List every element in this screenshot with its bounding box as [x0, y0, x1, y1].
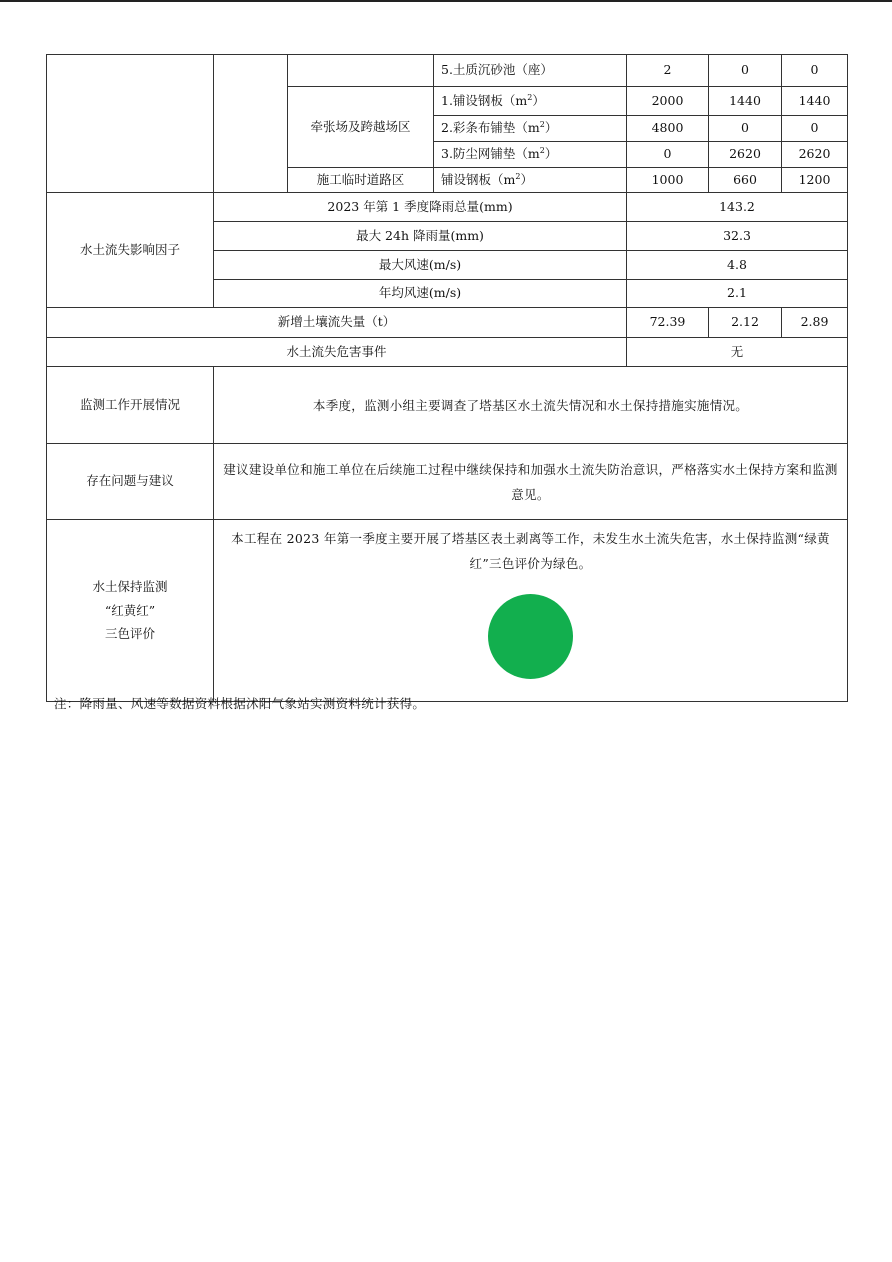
issues-label: 存在问题与建议: [47, 444, 214, 520]
empty-category-cell: [47, 55, 214, 193]
evaluation-label-line: “红黄红”: [104, 602, 156, 618]
unit-superscript: 2: [539, 119, 545, 129]
measure-label: [434, 116, 627, 142]
measure-label: [434, 168, 627, 193]
measure-label-text: 3.防尘网铺垫（m: [441, 146, 540, 162]
hazard-label: 水土流失危害事件: [47, 338, 627, 367]
factors-label: 水土流失影响因子: [47, 193, 214, 308]
measure-value: 0: [709, 116, 782, 142]
soil-loss-label: 新增土壤流失量（t）: [47, 308, 627, 338]
monitoring-work-text: 本季度，监测小组主要调查了塔基区水土流失情况和水土保持措施实施情况。: [214, 367, 848, 444]
measure-value: 0: [782, 116, 848, 142]
measure-label: [434, 142, 627, 168]
measure-label-text: 铺设钢板（m: [441, 171, 516, 187]
soil-loss-value: 72.39: [627, 308, 709, 338]
evaluation-text: 本工程在 2023 年第一季度主要开展了塔基区表土剥离等工作，未发生水土流失危害，水土保持监测“绿黄红”三色评价为绿色。: [231, 531, 830, 571]
area-label: 施工临时道路区: [288, 168, 434, 193]
factor-label: 最大风速(m/s): [214, 251, 627, 280]
unit-close: ）: [532, 92, 545, 108]
issues-text: 建议建设单位和施工单位在后续施工过程中继续保持和加强水土流失防治意识，严格落实水土保持方案和监测意见。: [214, 444, 848, 520]
measure-value: 660: [709, 168, 782, 193]
page-top-border: [0, 0, 892, 2]
factor-value: 4.8: [627, 251, 848, 280]
measure-value: 0: [782, 55, 848, 87]
factor-value: 32.3: [627, 222, 848, 251]
measure-label-text: 2.彩条布铺垫（m: [441, 120, 540, 136]
table-row: [47, 444, 848, 520]
evaluation-label-line: 三色评价: [104, 626, 155, 642]
factor-value: 2.1: [627, 280, 848, 308]
monitoring-work-label: 监测工作开展情况: [47, 367, 214, 444]
monitoring-report-table: [46, 54, 848, 702]
factor-label: 最大 24h 降雨量(mm): [214, 222, 627, 251]
measure-value: 0: [709, 55, 782, 87]
measure-label-text: 1.铺设钢板（m: [441, 92, 528, 108]
unit-superscript: 2: [539, 145, 545, 155]
table-row: [47, 338, 848, 367]
rating-wrap: [222, 594, 839, 679]
unit-close: ）: [544, 146, 558, 162]
measure-value: 1440: [782, 87, 848, 116]
factor-label: 年均风速(m/s): [214, 280, 627, 308]
table-row: [47, 308, 848, 338]
measure-label: 5.土质沉砂池（座）: [434, 55, 627, 87]
area-label: 牵张场及跨越场区: [288, 87, 434, 168]
evaluation-label: [47, 520, 214, 702]
hazard-value: 无: [627, 338, 848, 367]
measure-value: 1200: [782, 168, 848, 193]
green-rating-indicator: [488, 594, 573, 679]
evaluation-cell: [214, 520, 848, 702]
measure-label: [434, 87, 627, 116]
factor-label: 2023 年第 1 季度降雨总量(mm): [214, 193, 627, 222]
measure-value: 2: [627, 55, 709, 87]
measure-value: 1440: [709, 87, 782, 116]
unit-superscript: 2: [527, 92, 533, 102]
unit-close: ）: [544, 120, 558, 136]
table-row: [47, 55, 848, 87]
measure-value: 4800: [627, 116, 709, 142]
soil-loss-value: 2.12: [709, 308, 782, 338]
table-row: [47, 367, 848, 444]
unit-superscript: 2: [515, 171, 521, 181]
unit-close: ）: [520, 171, 533, 187]
measure-value: 0: [627, 142, 709, 168]
measure-value: 2000: [627, 87, 709, 116]
factor-value: 143.2: [627, 193, 848, 222]
footnote: 注：降雨量、风速等数据资料根据沭阳气象站实测资料统计获得。: [54, 696, 426, 711]
soil-loss-value: 2.89: [782, 308, 848, 338]
empty-area-cell: [288, 55, 434, 87]
table-row: [47, 520, 848, 702]
measure-value: 1000: [627, 168, 709, 193]
table-row: [47, 193, 848, 222]
measure-value: 2620: [782, 142, 848, 168]
empty-subcategory-cell: [214, 55, 288, 193]
evaluation-label-line: 水土保持监测: [92, 578, 168, 594]
measure-value: 2620: [709, 142, 782, 168]
